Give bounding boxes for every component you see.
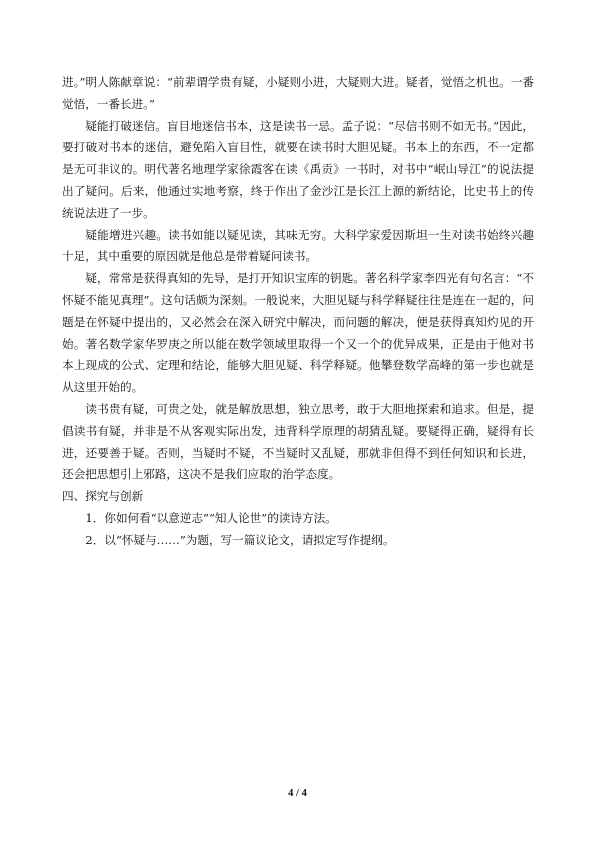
- question-item-1: 1．你如何看“以意逆志”“知人论世”的读诗方法。: [85, 510, 337, 525]
- question-item-2: 2．以“怀疑与……”为题，写一篇议论文，请拟定写作提纲。: [85, 532, 395, 547]
- paragraph-break-superstition: 疑能打破迷信。盲目地迷信书本，这是读书一忌。孟子说：“尽信书则不如无书。”因此，要打破对书本的迷信，避免陷入盲目性，就要在读书时大胆见疑。书本上的东西，不一定都是无可非议的。明代著名地理学家徐霞客在读《禹贡》一书时，对书中“岷山导江”的说法提出了疑问。后来，他通过实地考察，终于作出了金沙江是长江上源的新结论，比史书上的传统说法进了一步。: [62, 118, 534, 220]
- document-body: [62, 72, 534, 552]
- page-number: 4 / 4: [288, 788, 307, 799]
- paragraph-value-of-doubt: 读书贵有疑，可贵之处，就是解放思想，独立思考，敢于大胆地探索和追求。但是，提倡读书有疑，并非是不从客观实际出发，违背科学原理的胡猜乱疑。要疑得正确，疑得有长进，还要善于疑。否则，当疑时不疑，不当疑时又乱疑，那就非但得不到任何知识和长进，还会把思想引上邪路，这决不是我们应取的治学态度。: [62, 401, 534, 482]
- paragraph-doubt-leads-truth: 疑，常常是获得真知的先导，是打开知识宝库的钥匙。著名科学家李四光有句名言：“不怀疑不能见真理”。这句话颇为深刻。一般说来，大胆见疑与科学释疑往往是连在一起的，问题是在怀疑中提出的，又必然会在深入研究中解决，而问题的解决，便是获得真知灼见的开始。著名数学家华罗庚之所以能在数学领域里取得一个又一个的优异成果，正是由于他对书本上现成的公式、定理和结论，能够大胆见疑、科学释疑。他攀登数学高峰的第一步也就是从这里开始的。: [62, 271, 534, 395]
- section-heading-explore: 四、探究与创新: [62, 489, 144, 504]
- paragraph-chen-xianzhang-quote: 进。”明人陈献章说：“前辈谓学贵有疑，小疑则小进，大疑则大进。疑者，觉悟之机也。一番觉悟，一番长进。”: [62, 75, 534, 111]
- paragraph-increase-interest: 疑能增进兴趣。读书如能以疑见读，其味无穷。大科学家爱因斯坦一生对读书始终兴趣十足，其中重要的原因就是他总是带着疑问读书。: [62, 227, 534, 264]
